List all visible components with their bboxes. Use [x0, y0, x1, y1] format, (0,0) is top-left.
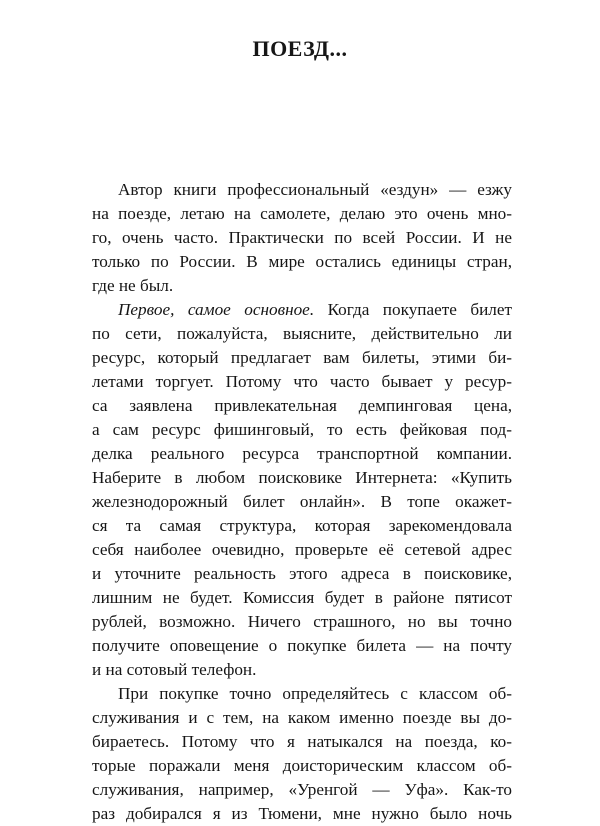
text-line: са заявлена привлекательная демпинговая цена, [92, 396, 512, 415]
text-line: а сам ресурс фишинговый, то есть фейковая под- [92, 420, 512, 439]
text-line: служивания, например, «Уренгой — Уфа». Как-то [92, 780, 512, 799]
text-line: При покупке точно определяйтесь с классом об- [118, 684, 512, 703]
text-line: летами торгует. Потому что часто бывает у ресур- [92, 372, 512, 391]
text-line: рублей, возможно. Ничего страшного, но вы точно [92, 612, 512, 631]
text-line: по сети, пожалуйста, выясните, действительно ли [92, 324, 512, 343]
text-line: себя наиболее очевидно, проверьте её сетевой адрес [92, 540, 512, 559]
text-line: бираетесь. Потому что я натыкался на поезда, ко- [92, 732, 512, 751]
text-span: Когда покупаете билет [314, 300, 512, 319]
text-line: на поезде, летаю на самолете, делаю это очень мно- [92, 204, 512, 223]
text-line: го, очень часто. Практически по всей России. И не [92, 228, 512, 247]
text-line: лишним не будет. Комиссия будет в районе пятисот [92, 588, 512, 607]
text-line: ресурс, который предлагает вам билеты, этими би- [92, 348, 512, 367]
text-line: получите оповещение о покупке билета — на почту [92, 636, 512, 655]
chapter-body [92, 178, 512, 826]
text-line: торые поражали меня доисторическим классом об- [92, 756, 512, 775]
text-line: служивания и с тем, на каком именно поезде вы до- [92, 708, 512, 727]
paragraph [92, 178, 512, 298]
emphasis-text: Первое, самое основное. [118, 300, 315, 319]
paragraph [92, 298, 512, 682]
text-line: раз добирался я из Тюмени, мне нужно было ночь [92, 804, 512, 823]
chapter-title: ПОЕЗД... [252, 36, 348, 61]
text-line: железнодорожный билет онлайн». В топе окажет- [92, 492, 512, 511]
text-line: делка реального ресурса транспортной компании. [92, 444, 512, 463]
text-line: где не был. [92, 276, 174, 295]
text-line: ся та самая структура, которая зарекомендовала [92, 516, 512, 535]
text-line: и на сотовый телефон. [92, 660, 257, 679]
text-line: только по России. В мире остались единицы стран, [92, 252, 512, 271]
text-line [92, 298, 512, 322]
text-line: Наберите в любом поисковике Интернета: «Купить [92, 468, 512, 487]
paragraph [92, 682, 512, 826]
text-line: Автор книги профессиональный «ездун» — езжу [118, 180, 512, 199]
text-line: и уточните реальность этого адреса в поисковике, [92, 564, 512, 583]
